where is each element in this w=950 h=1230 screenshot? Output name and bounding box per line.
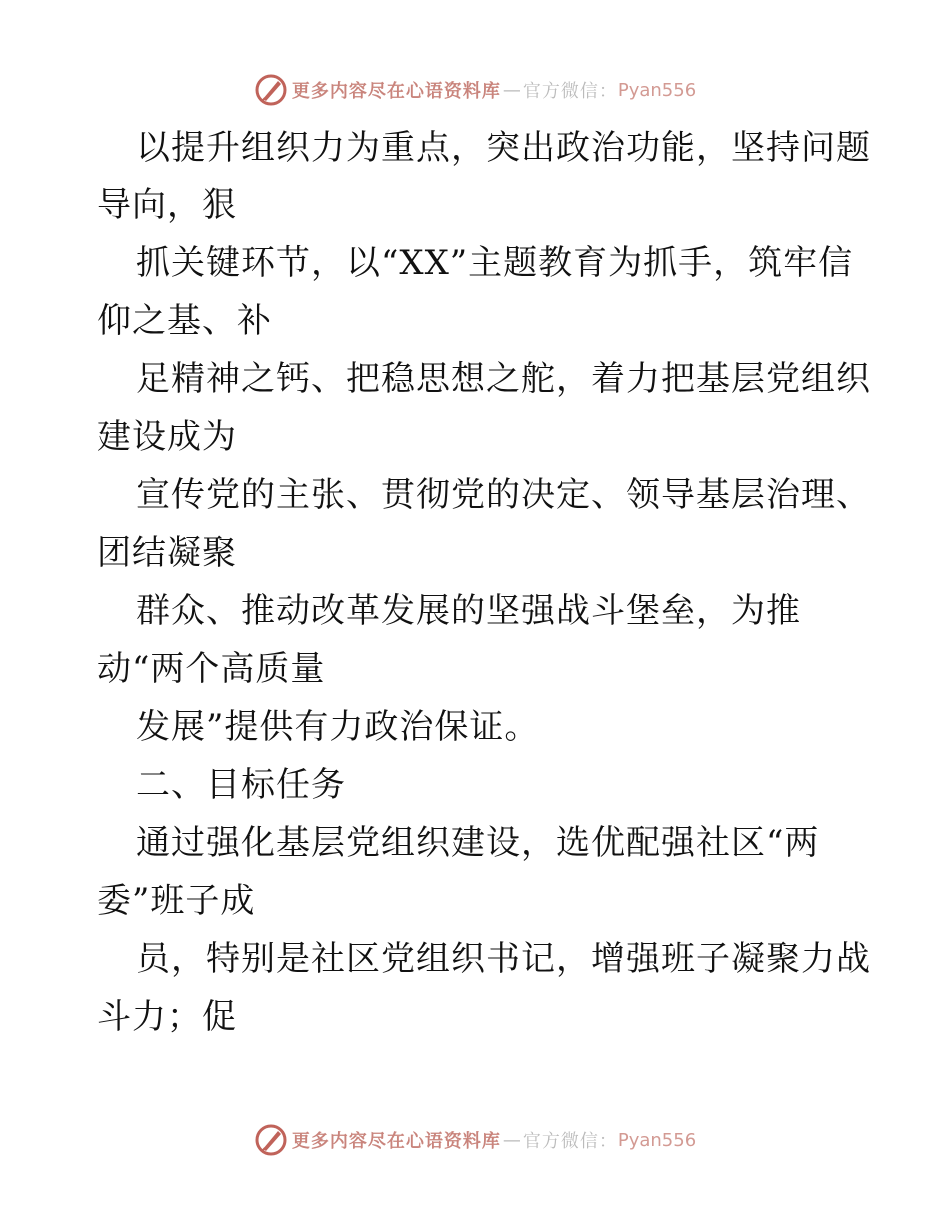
body-line: 足精神之钙、把稳思想之舵，着力把基层党组织 <box>136 359 871 399</box>
body-line: 群众、推动改革发展的坚强战斗堡垒，为推 <box>136 591 801 631</box>
body-line: 抓关键环节，以“XX”主题教育为抓手，筑牢信 <box>136 243 854 283</box>
quill-pen-logo-icon <box>254 73 288 107</box>
watermark-right-text: 官方微信： <box>522 1131 618 1152</box>
body-line: 建设成为 <box>97 417 237 457</box>
body-line: 导向，狠 <box>97 185 237 225</box>
body-line: 发展”提供有力政治保证。 <box>136 707 540 747</box>
watermark-left-text: 更多内容尽在心语资料库 <box>291 1131 501 1152</box>
body-line: 斗力；促 <box>97 997 237 1037</box>
watermark-id: Pyan556 <box>617 79 697 101</box>
body-line: 以提升组织力为重点，突出政治功能，坚持问题 <box>136 128 871 168</box>
footer-watermark <box>0 1120 950 1160</box>
watermark-dash: — <box>502 1129 521 1151</box>
body-line: 团结凝聚 <box>97 533 237 573</box>
body-line: 通过强化基层党组织建设，选优配强社区“两 <box>136 823 820 863</box>
watermark-left-text: 更多内容尽在心语资料库 <box>291 81 501 102</box>
body-line: 委”班子成 <box>97 881 256 921</box>
watermark-dash: — <box>502 79 521 101</box>
watermark-id: Pyan556 <box>617 1129 697 1151</box>
header-watermark <box>0 70 950 110</box>
body-line: 仰之基、补 <box>97 301 272 341</box>
body-line: 员，特别是社区党组织书记，增强班子凝聚力战 <box>136 939 871 979</box>
section-heading: 二、目标任务 <box>136 765 346 805</box>
body-line: 动“两个高质量 <box>97 649 326 689</box>
watermark-right-text: 官方微信： <box>522 81 618 102</box>
body-line: 宣传党的主张、贯彻党的决定、领导基层治理、 <box>136 475 871 515</box>
quill-pen-logo-icon <box>254 1123 288 1157</box>
